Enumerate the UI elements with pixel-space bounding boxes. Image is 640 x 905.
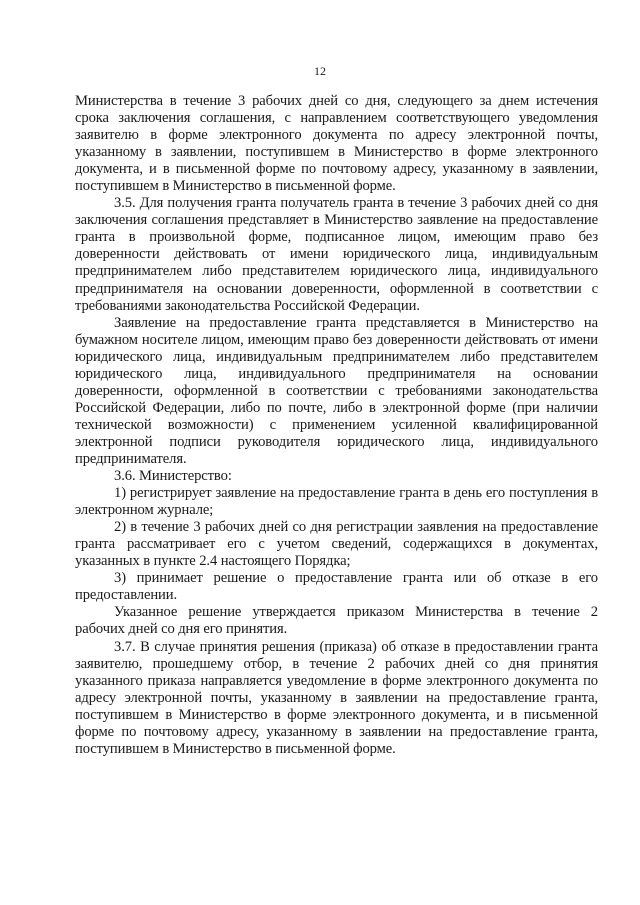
paragraph-3-7: 3.7. В случае принятия решения (приказа) об отказе в предоставлении гранта заявителю, прошедшему отбор, в течение 2 рабочих дней со дня принятия указанного приказа направляется уведомление в форме электронного документа по адресу электронной почты, указанному в заявлении на предоставление гранта, поступившем в Министерство в форме электронного документа, и в письменной форме по почтовому адресу, указанному в заявлении на предоставление гранта, поступившем в Министерство в письменной форме.	[75, 638, 598, 757]
paragraph-application-submission: Заявление на предоставление гранта представляется в Министерство на бумажном носителе лицом, имеющим право без доверенности действовать от имени юридического лица, индивидуальным предпринимателем либо представителем юридического лица, индивидуального предпринимателя на основании доверенности, оформленной в соответствии с требованиями законодательства Российской Федерации, либо по почте, либо в электронной форме (при наличии технической возможности) с применением усиленной квалифицированной электронной подписи руководителя юридического лица, индивидуального предпринимателя.	[75, 314, 598, 467]
paragraph-decision-approval: Указанное решение утверждается приказом Министерства в течение 2 рабочих дней со дня его принятия.	[75, 604, 598, 638]
paragraph-3-6: 3.6. Министерство:	[114, 468, 232, 485]
list-item-1: 1) регистрирует заявление на предоставление гранта в день его поступления в электронном журнале;	[75, 485, 598, 519]
page-number: 12	[314, 64, 326, 78]
document-body	[75, 93, 598, 758]
paragraph-3-5: 3.5. Для получения гранта получатель гранта в течение 3 рабочих дней со дня заключения соглашения представляет в Министерство заявление на предоставление гранта в произвольной форме, подписанное лицом, имеющим право без доверенности действовать от имени юридического лица, индивидуальным предпринимателем либо представителем юридического лица, индивидуального предпринимателя на основании доверенности, оформленной в соответствии с требованиями законодательства Российской Федерации.	[75, 195, 598, 314]
paragraph-continuation: Министерства в течение 3 рабочих дней со дня, следующего за днем истечения срока заключения соглашения, с направлением соответствующего уведомления заявителю в форме электронного документа по адресу электронной почты, указанному в заявлении, поступившем в Министерство в форме электронного документа, и в письменной форме по почтовому адресу, указанному в заявлении, поступившем в Министерство в письменной форме.	[75, 93, 598, 195]
list-item-3: 3) принимает решение о предоставление гранта или об отказе в его предоставлении.	[75, 570, 598, 604]
list-item-2: 2) в течение 3 рабочих дней со дня регистрации заявления на предоставление гранта рассматривает его с учетом сведений, содержащихся в документах, указанных в пункте 2.4 настоящего Порядка;	[75, 519, 598, 570]
